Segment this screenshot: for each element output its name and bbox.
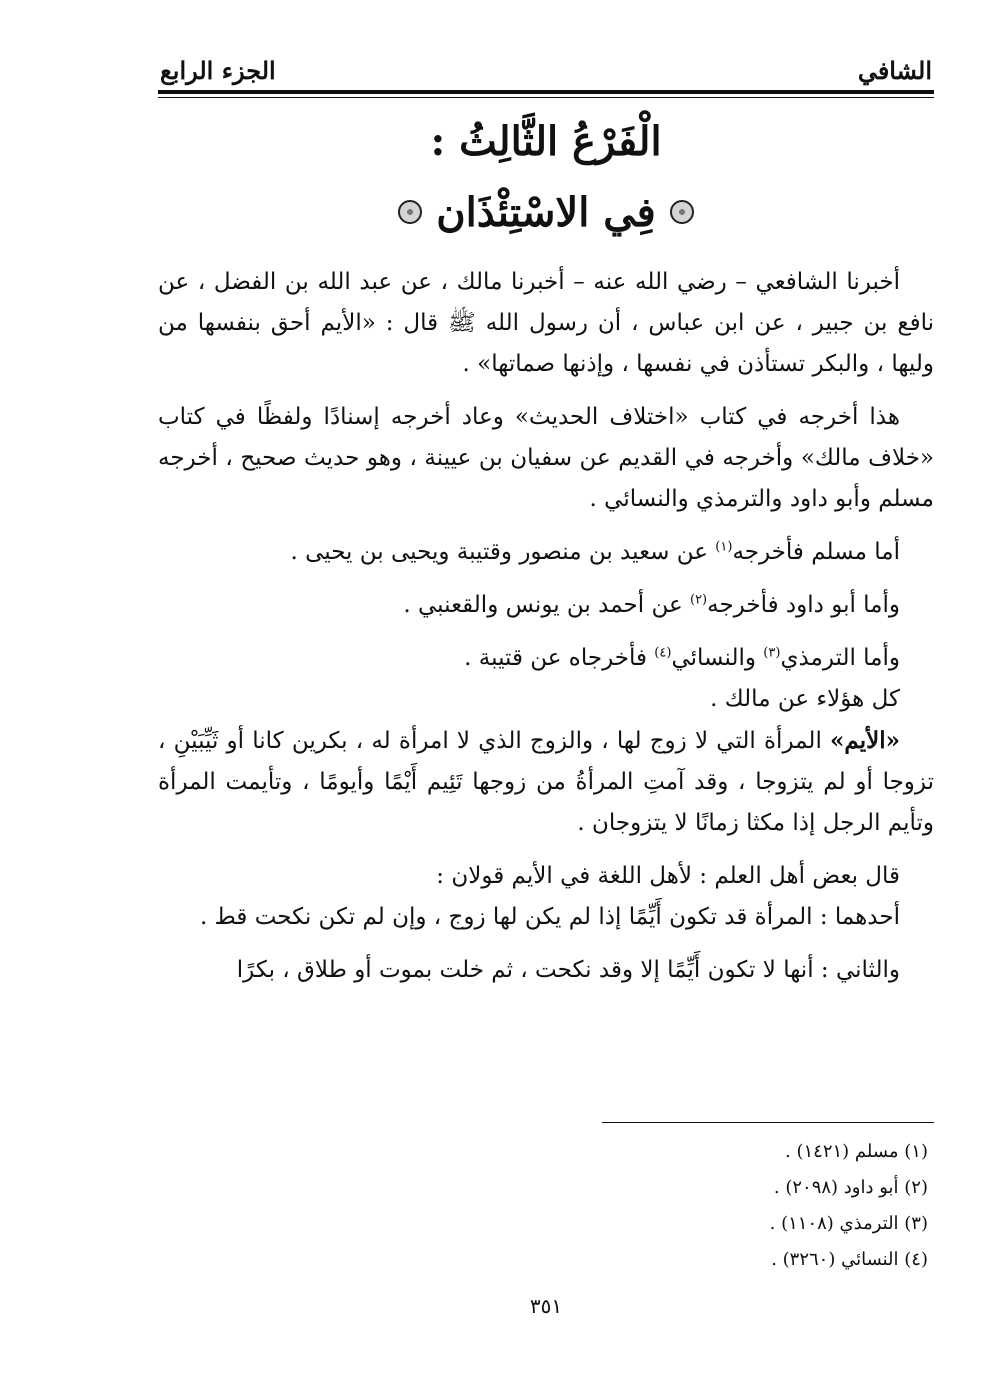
chapter-title: الْفَرْعُ الثَّالِثُ : xyxy=(430,118,662,165)
ornament-circle-icon xyxy=(670,200,694,224)
defined-term: «الأيم» xyxy=(830,727,900,754)
header-rule-thin xyxy=(158,97,934,98)
ornament-circle-icon xyxy=(398,200,422,224)
section-title xyxy=(158,182,934,244)
paragraph-abu-dawud xyxy=(158,585,934,626)
text-run: عن أحمد بن يونس والقعنبي . xyxy=(403,592,690,618)
text-run: والنسائي xyxy=(671,645,764,671)
paragraph-muslim xyxy=(158,532,934,573)
text-run: فأخرجاه عن قتيبة . xyxy=(464,645,655,671)
paragraph-two-views: قال بعض أهل العلم : لأهل اللغة في الأيم قولان : xyxy=(436,863,900,889)
footnote-item: (١) مسلم (١٤٢١) . xyxy=(785,1141,928,1162)
footnote-item: (٢) أبو داود (٢٠٩٨) . xyxy=(773,1177,928,1198)
paragraph-all-from-malik: كل هؤلاء عن مالك . xyxy=(710,686,900,712)
footnote-item: (٤) النسائي (٣٢٦٠) . xyxy=(771,1249,928,1270)
footnotes xyxy=(158,1134,934,1278)
paragraph-takhrij: هذا أخرجه في كتاب «اختلاف الحديث» وعاد أخرجه إسنادًا ولفظًا في كتاب «خلاف مالك» وأخرجه في القديم عن سفيان بن عيينة ، وهو حديث صحيح ، أخرجه مسلم وأبو داود والترمذي والنسائي . xyxy=(158,404,934,512)
text-run: وأما أبو داود فأخرجه xyxy=(707,592,900,618)
footnote-separator xyxy=(602,1122,934,1123)
section-title-text: فِي الاسْتِئْذَان xyxy=(436,189,656,236)
page-number: ٣٥١ xyxy=(529,1294,563,1318)
paragraph-view-one: أحدهما : المرأة قد تكون أَيِّمًا إذا لم يكن لها زوج ، وإن لم تكن نكحت قط . xyxy=(199,904,900,930)
running-head xyxy=(158,52,934,88)
header-rule-thick xyxy=(158,90,934,94)
footnote-ref[interactable]: (١) xyxy=(715,539,733,555)
footnote-ref[interactable]: (٣) xyxy=(763,645,781,661)
footnote-ref[interactable]: (٢) xyxy=(689,592,708,608)
paragraph-tirmidhi-nasai xyxy=(158,638,934,679)
text-run: عن سعيد بن منصور وقتيبة ويحيى بن يحيى . xyxy=(290,539,716,565)
text-run: أما مسلم فأخرجه xyxy=(732,539,900,565)
book-title: الشافي xyxy=(857,56,932,85)
footnote-ref[interactable]: (٤) xyxy=(654,645,672,661)
paragraph-definition xyxy=(158,720,934,844)
text-run: وأما الترمذي xyxy=(780,645,900,671)
body-text xyxy=(158,262,934,991)
volume-label: الجزء الرابع xyxy=(160,56,276,85)
paragraph-view-two: والثاني : أنها لا تكون أَيِّمًا إلا وقد نكحت ، ثم خلت بموت أو طلاق ، بكرًا xyxy=(236,957,900,983)
footnote-item: (٣) الترمذي (١١٠٨) . xyxy=(769,1213,928,1234)
paragraph-hadith: أخبرنا الشافعي – رضي الله عنه – أخبرنا مالك ، عن عبد الله بن الفضل ، عن نافع بن جبير ، عن ابن عباس ، أن رسول الله ﷺ قال : «الأيم أحق بنفسها من وليها ، والبكر تستأذن في نفسها ، وإذنها صماتها» . xyxy=(158,269,934,377)
text-run: المرأة التي لا زوج لها ، والزوج الذي لا امرأة له ، بكرين كانا أو ثَيِّبَيْنِ ، تزوجا أو لم يتزوجا ، وقد آمتِ المرأةُ من زوجها تَئِيم أَيْمًا وأيومًا ، وتأيمت المرأة وتأيم الرجل إذا مكثا زمانًا لا يتزوجان . xyxy=(158,728,934,836)
